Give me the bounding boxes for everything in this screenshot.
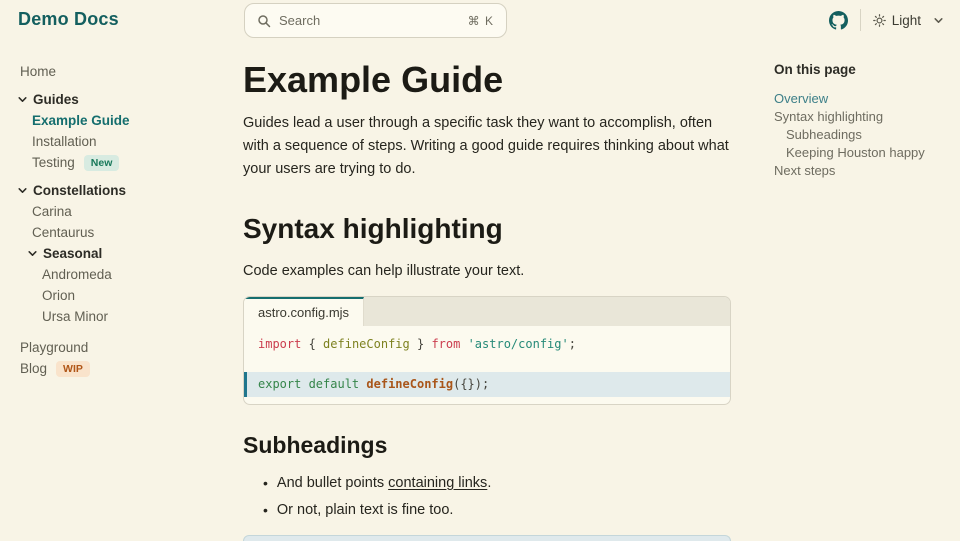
bullet-list	[263, 473, 491, 527]
sidebar-item-ursa-minor[interactable]: Ursa Minor	[42, 309, 109, 324]
github-icon[interactable]	[829, 11, 848, 30]
search-input[interactable]	[244, 3, 507, 38]
code-area	[244, 326, 730, 397]
sidebar-item-example-guide[interactable]: Example Guide	[32, 113, 130, 128]
search-shortcut: ⌘ K	[467, 13, 494, 28]
sidebar-nav	[0, 40, 243, 379]
section-heading-subheadings: Subheadings	[243, 432, 388, 458]
bullet-dot: •	[263, 475, 268, 491]
page-title: Example Guide	[243, 59, 504, 100]
sidebar-item-andromeda[interactable]: Andromeda	[42, 267, 112, 282]
sidebar-item-blog[interactable]: Blog WIP	[0, 358, 243, 379]
theme-select[interactable]	[873, 13, 944, 28]
list-item: • Or not, plain text is fine too.	[263, 502, 454, 518]
section-heading-syntax-highlighting: Syntax highlighting	[243, 213, 503, 244]
wip-badge: WIP	[56, 361, 90, 377]
sidebar-item-home[interactable]: Home	[20, 64, 57, 79]
search-placeholder: Search	[279, 13, 321, 28]
site-header	[0, 0, 960, 40]
toc-item-overview[interactable]: Overview	[774, 90, 829, 106]
code-block	[243, 296, 731, 405]
sidebar-group-seasonal[interactable]: Seasonal	[0, 243, 243, 264]
code-tab-bar	[244, 297, 730, 326]
chevron-down-icon	[933, 15, 944, 26]
on-this-page	[774, 40, 949, 179]
new-badge: New	[84, 155, 120, 171]
containing-links-link[interactable]: containing links	[388, 475, 488, 491]
toc-title: On this page	[774, 62, 856, 77]
chevron-down-icon	[17, 185, 28, 196]
sidebar-item-carina[interactable]: Carina	[32, 204, 72, 219]
toc-item-next-steps[interactable]: Next steps	[774, 162, 836, 178]
header-actions	[829, 0, 944, 40]
site-logo[interactable]: Demo Docs	[18, 9, 119, 29]
sidebar-item-playground[interactable]: Playground	[20, 340, 89, 355]
toc-item-syntax-highlighting[interactable]: Syntax highlighting	[774, 108, 884, 124]
intro-paragraph: Guides lead a user through a specific task they want to accomplish, often with a sequence of steps. Writing a good guide requires thinking about what your users are trying to do.	[243, 115, 729, 177]
bullet-dot: •	[263, 502, 268, 518]
search-icon	[257, 14, 271, 28]
toc-item-subheadings[interactable]: Subheadings	[786, 126, 862, 142]
sun-icon	[873, 14, 886, 27]
sidebar-item-centaurus[interactable]: Centaurus	[32, 225, 95, 240]
header-divider	[860, 9, 861, 31]
next-section-aside-top-edge	[243, 535, 731, 541]
code-line-1: import { defineConfig } from 'astro/config';	[258, 337, 576, 351]
sidebar-group-guides[interactable]: Guides	[0, 89, 243, 110]
chevron-down-icon	[27, 248, 38, 259]
chevron-down-icon	[17, 94, 28, 105]
theme-label: Light	[891, 12, 921, 28]
sidebar-item-testing[interactable]: Testing New	[0, 152, 243, 173]
syntax-paragraph: Code examples can help illustrate your text.	[243, 263, 525, 279]
sidebar-item-installation[interactable]: Installation	[32, 134, 97, 149]
code-line-2	[244, 355, 730, 372]
sidebar-item-orion[interactable]: Orion	[42, 288, 76, 303]
sidebar-group-constellations[interactable]: Constellations	[0, 180, 243, 201]
toc-item-keeping-houston-happy[interactable]: Keeping Houston happy	[786, 144, 925, 160]
code-line-3-highlighted: export default defineConfig({});	[244, 372, 730, 397]
list-item: • And bullet points containing links.	[263, 475, 492, 491]
code-tab-filename: astro.config.mjs	[244, 297, 364, 326]
